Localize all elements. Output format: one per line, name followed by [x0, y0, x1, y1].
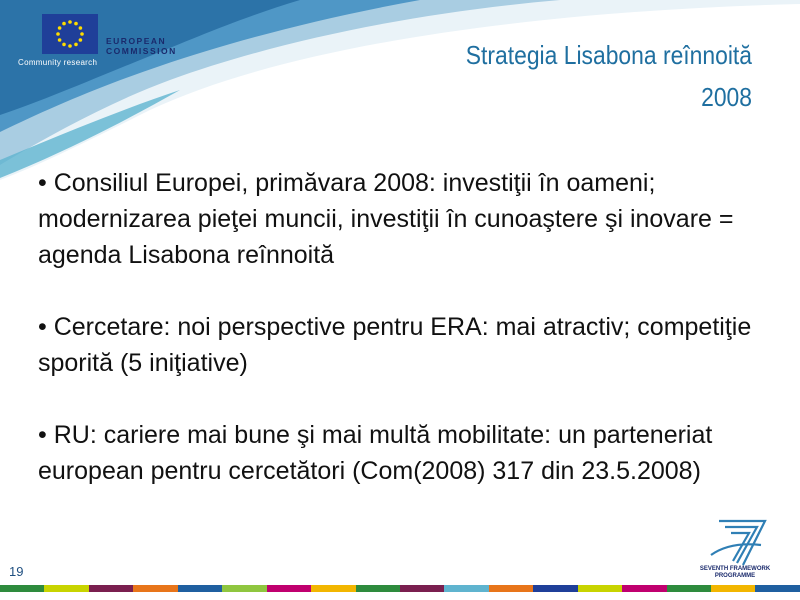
- color-stripe: [0, 585, 800, 600]
- european-commission-logo: [0, 0, 220, 75]
- bullet-item: [38, 165, 773, 273]
- slide-title-line1: Strategia Lisabona reînnoită: [465, 40, 752, 70]
- bullet-marker: •: [38, 169, 47, 197]
- fp7-logo-text: [690, 566, 780, 580]
- bullet-marker: •: [38, 313, 47, 341]
- logo-line-european: EUROPEAN: [106, 36, 167, 46]
- slide-title-line2: 2008: [701, 82, 752, 112]
- fp7-line1: SEVENTH FRAMEWORK: [699, 566, 771, 572]
- slide-body: [38, 165, 773, 525]
- page-number: 19: [9, 564, 24, 579]
- fp7-line2: PROGRAMME: [714, 573, 756, 579]
- eu-flag-icon: [42, 14, 98, 54]
- bullet-text: Cercetare: noi perspective pentru ERA: mai atractiv; competiţie sporită (5 iniţiative): [38, 313, 752, 377]
- slide-title: [382, 34, 752, 118]
- logo-tagline: Community research: [18, 58, 98, 67]
- bullet-item: [38, 309, 773, 381]
- logo-line-commission: COMMISSION: [106, 46, 177, 56]
- logo-text: [106, 36, 177, 56]
- bullet-text: Consiliul Europei, primăvara 2008: investiţii în oameni; modernizarea pieţei muncii, investiţii în cunoaştere şi inovare = agenda Lisabona reînnoită: [38, 169, 734, 269]
- bullet-marker: •: [38, 421, 47, 449]
- bullet-item: [38, 417, 773, 489]
- bullet-text: RU: cariere mai bune şi mai multă mobilitate: un parteneriat european pentru cercetători (Com(2008) 317 din 23.5.2008): [38, 421, 713, 485]
